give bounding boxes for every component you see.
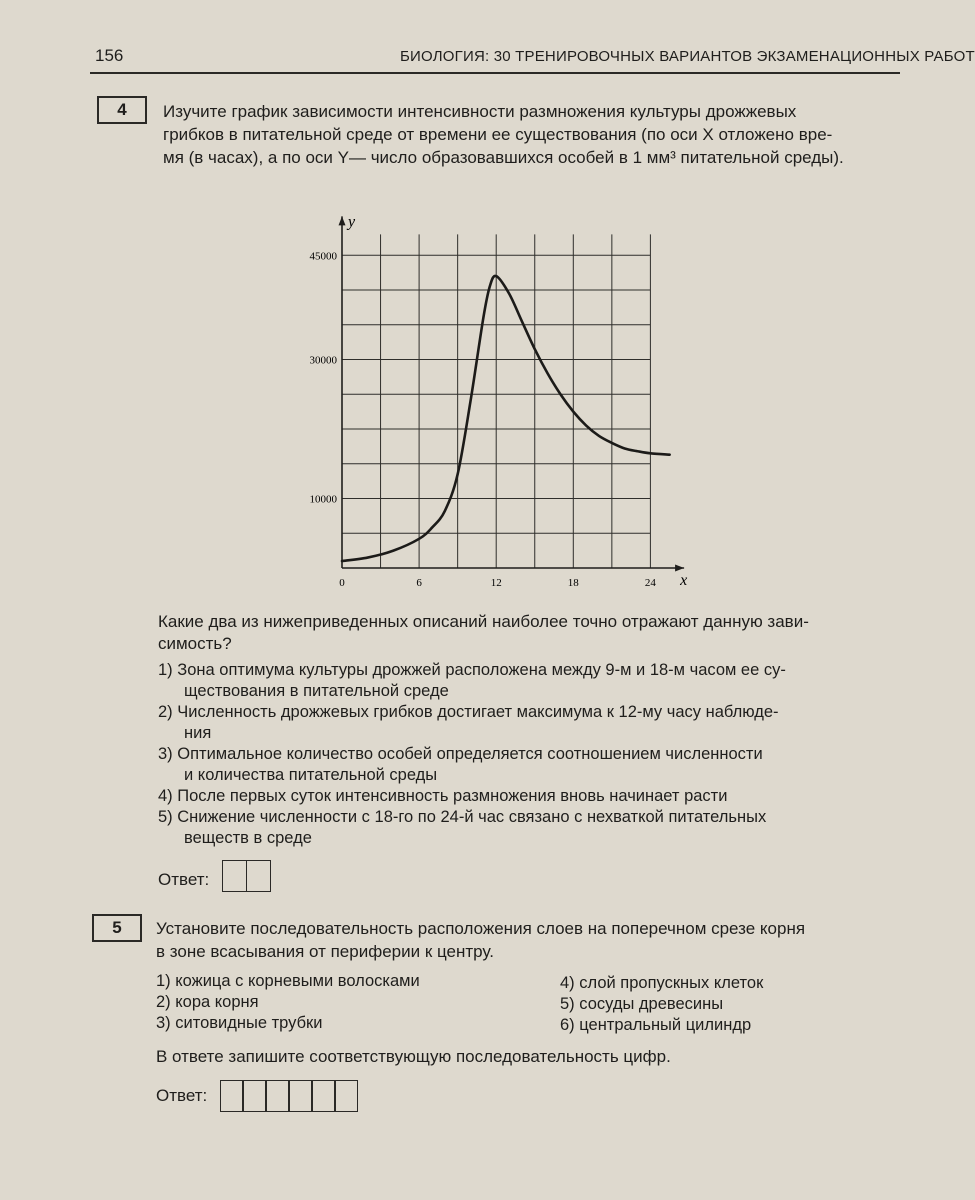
page-number: 156 (95, 46, 124, 65)
x-tick-label: 12 (490, 577, 502, 589)
option-5-line: 5) Снижение численности с 18-го по 24-й час связано с нехваткой питательных (158, 808, 767, 826)
task-5-answer-cell[interactable] (289, 1080, 312, 1112)
x-axis-label: x (680, 572, 688, 589)
x-tick-label: 18 (567, 577, 579, 589)
option-3-line: и количества питательной среды (184, 766, 438, 784)
task-5-answer-label: Ответ: (156, 1086, 208, 1105)
option-2-line: 2) Численность дрожжевых грибков достигает максимума к 12-му часу наблюде- (158, 703, 779, 721)
task-4-answer-cell[interactable] (222, 860, 247, 892)
y-axis-arrow (339, 216, 346, 225)
header-rule (90, 72, 900, 74)
task-4-prompt-line: мя (в часах), а по оси Y— число образовавшихся особей в 1 мм³ питательной среды). (163, 148, 844, 167)
task-5-answer-cell[interactable] (220, 1080, 243, 1112)
task-5-prompt-line: Установите последовательность расположения слоев на поперечном срезе корня (156, 919, 806, 938)
task-5-number: 5 (92, 914, 142, 942)
task-5-answer-cell[interactable] (312, 1080, 335, 1112)
task-5-instruction: В ответе запишите соответствующую последовательность цифр. (156, 1047, 671, 1066)
task-5-answer-cell[interactable] (335, 1080, 358, 1112)
x-axis-arrow (675, 565, 684, 572)
y-tick-label: 10000 (309, 493, 337, 506)
task-5-item: 1) кожица с корневыми волосками (156, 972, 420, 990)
task-5-item: 2) кора корня (156, 993, 259, 1011)
task-5-item: 6) центральный цилиндр (560, 1016, 752, 1034)
task-5-item: 4) слой пропускных клеток (560, 974, 764, 992)
option-3-line: 3) Оптимальное количество особей определяется соотношением численности (158, 745, 763, 763)
chart-series (342, 276, 670, 561)
task-4-answer-cell[interactable] (246, 860, 271, 892)
yeast-growth-chart (290, 215, 710, 590)
y-tick-label: 45000 (309, 250, 337, 263)
task-4-number: 4 (97, 96, 147, 124)
option-1-line: 1) Зона оптимума культуры дрожжей расположена между 9-м и 18-м часом ее су- (158, 661, 786, 679)
option-2-line: ния (184, 724, 212, 742)
x-tick-label: 24 (644, 577, 656, 589)
y-tick-label: 30000 (309, 354, 337, 367)
x-tick-label: 0 (339, 577, 345, 589)
option-4-line: 4) После первых суток интенсивность размножения вновь начинает расти (158, 787, 728, 805)
task-4-answer-label: Ответ: (158, 870, 210, 889)
y-axis-label: y (348, 213, 356, 231)
option-1-line: ществования в питательной среде (184, 682, 449, 700)
running-title: БИОЛОГИЯ: 30 ТРЕНИРОВОЧНЫХ ВАРИАНТОВ ЭКЗАМЕНАЦИОННЫХ РАБОТ (400, 48, 975, 65)
task-5-prompt-line: в зоне всасывания от периферии к центру. (156, 942, 494, 961)
option-5-line: веществ в среде (184, 829, 312, 847)
task-4-question-line: Какие два из нижеприведенных описаний наиболее точно отражают данную зави- (158, 612, 809, 631)
x-tick-label: 6 (416, 577, 422, 589)
task-4-prompt-line: грибков в питательной среде от времени ее существования (по оси X отложено вре- (163, 125, 833, 144)
chart-grid (342, 234, 650, 568)
chart-tick-labels (310, 213, 688, 589)
task-5-item: 5) сосуды древесины (560, 995, 724, 1013)
growth-curve (342, 276, 670, 561)
task-5-answer-cell[interactable] (266, 1080, 289, 1112)
task-4-question-line: симость? (158, 634, 232, 653)
task-4-prompt-line: Изучите график зависимости интенсивности размножения культуры дрожжевых (163, 102, 797, 121)
task-5-item: 3) ситовидные трубки (156, 1014, 323, 1032)
task-5-answer-cell[interactable] (243, 1080, 266, 1112)
